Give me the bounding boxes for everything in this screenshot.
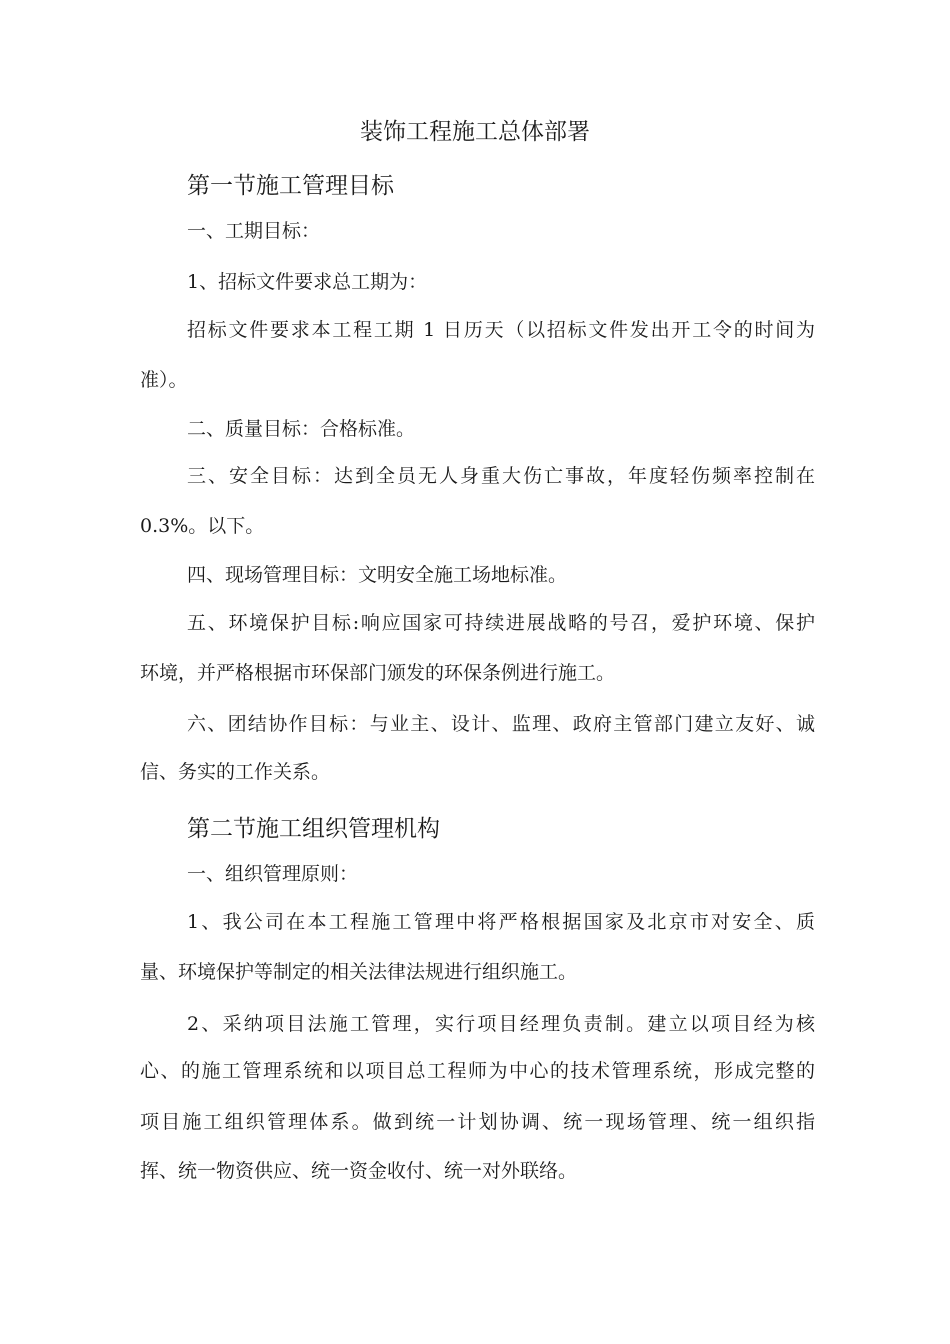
document-title: 装饰工程施工总体部署 xyxy=(360,119,590,145)
paragraph-line: 六、团结协作目标：与业主、设计、监理、政府主管部门建立友好、诚 xyxy=(187,713,815,735)
paragraph-line: 招标文件要求本工程工期 1 日历天（以招标文件发出开工令的时间为 xyxy=(187,319,815,341)
paragraph-line: 三、安全目标：达到全员无人身重大伤亡事故，年度轻伤频率控制在 xyxy=(187,465,815,487)
paragraph-line: 心、的施工管理系统和以项目总工程师为中心的技术管理系统，形成完整的 xyxy=(140,1060,815,1082)
paragraph-line: 一、组织管理原则： xyxy=(187,863,359,885)
paragraph-line: 四、现场管理目标：文明安全施工场地标准。 xyxy=(187,564,568,586)
paragraph-line: 一、工期目标： xyxy=(187,220,321,242)
paragraph-line: 1、我公司在本工程施工管理中将严格根据国家及北京市对安全、质 xyxy=(187,911,815,933)
paragraph-line: 准）。 xyxy=(140,369,188,391)
paragraph-line: 二、质量目标：合格标准。 xyxy=(187,418,416,440)
paragraph-line: 1、招标文件要求总工期为： xyxy=(187,271,428,293)
section-heading-1: 第一节施工管理目标 xyxy=(187,173,394,199)
paragraph-line: 环境，并严格根据市环保部门颁发的环保条例进行施工。 xyxy=(140,662,616,684)
paragraph-line: 项目施工组织管理体系。做到统一计划协调、统一现场管理、统一组织指 xyxy=(140,1111,815,1133)
paragraph-line: 五、环境保护目标:响应国家可持续进展战略的号召，爱护环境、保护 xyxy=(187,612,815,634)
section-heading-2: 第二节施工组织管理机构 xyxy=(187,816,440,842)
paragraph-line: 0.3%。以下。 xyxy=(140,515,265,537)
paragraph-line: 2、采纳项目法施工管理，实行项目经理负责制。建立以项目经为核 xyxy=(187,1013,815,1035)
paragraph-line: 信、务实的工作关系。 xyxy=(140,761,331,783)
paragraph-line: 量、环境保护等制定的相关法律法规进行组织施工。 xyxy=(140,961,578,983)
paragraph-line: 挥、统一物资供应、统一资金收付、统一对外联络。 xyxy=(140,1160,578,1182)
